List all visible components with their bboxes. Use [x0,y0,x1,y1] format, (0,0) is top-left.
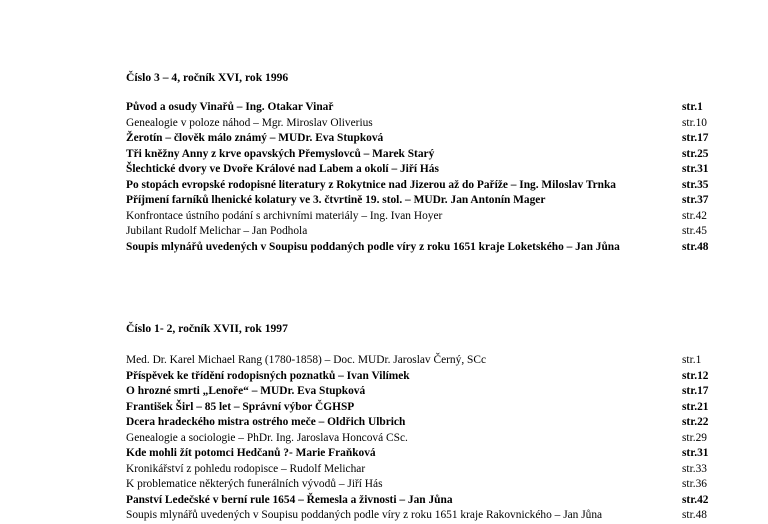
toc-title: Žerotín – člověk málo známý – MUDr. Eva Stupková [126,132,384,144]
toc-title: Soupis mlynářů uvedených v Soupisu poddaných podle víry z roku 1651 kraje Loketského – Jan Jůna [126,240,620,253]
toc-page-number: str.1 [682,354,702,366]
toc-row [126,446,716,462]
toc-row [126,493,716,509]
toc-page-number: str.21 [682,400,709,413]
toc-page-number: str.48 [682,509,707,521]
toc-row [126,353,716,369]
toc-title: Šlechtické dvory ve Dvoře Králové nad Labem a okolí – Jiří Hás [126,163,439,175]
toc-row [126,147,716,163]
toc-title: Kronikářství z pohledu rodopisce – Rudolf Melichar [126,462,366,475]
section-heading-1996: Číslo 3 – 4, ročník XVI, rok 1996 [126,71,289,84]
toc-title: František Širl – 85 let – Správní výbor ČGHSP [126,400,355,413]
toc-page-number: str.1 [682,101,703,113]
toc-title: Tři kněžny Anny z krve opavských Přemyslovců – Marek Starý [126,147,435,160]
toc-title: Konfrontace ústního podání s archivními materiály – Ing. Ivan Hoyer [126,209,443,222]
toc-row [126,178,716,194]
toc-page-number: str.22 [682,416,709,428]
toc-row [126,100,716,116]
toc-page-number: str.42 [682,493,709,506]
toc-row [126,209,716,225]
toc-row [126,400,716,416]
toc-title: Genealogie v poloze náhod – Mgr. Miroslav Oliverius [126,116,373,129]
toc-list-1997 [126,353,716,524]
toc-page-number: str.12 [682,369,709,382]
toc-title: O hrozné smrti „Lenoře“ – MUDr. Eva Stupková [126,385,366,397]
toc-row [126,508,716,524]
toc-row [126,240,716,256]
toc-row [126,116,716,132]
toc-title: Příjmení farníků lhenické kolatury ve 3. čtvrtině 19. stol. – MUDr. Jan Antonín Mager [126,194,546,206]
toc-title: Soupis mlynářů uvedených v Soupisu poddaných podle víry z roku 1651 kraje Rakovnického – Jan Jůna [126,509,603,521]
toc-page-number: str.17 [682,132,709,144]
toc-title: Panství Ledečské v berní rule 1654 – Řemesla a živnosti – Jan Jůna [126,493,453,506]
toc-row [126,369,716,385]
toc-row [126,431,716,447]
toc-title: Genealogie a sociologie – PhDr. Ing. Jaroslava Honcová CSc. [126,431,408,444]
toc-page-number: str.45 [682,225,707,237]
toc-page-number: str.37 [682,194,709,206]
toc-row [126,131,716,147]
toc-title: Příspěvek ke třídění rodopisných poznatků – Ivan Vilímek [126,369,410,382]
toc-page-number: str.35 [682,178,709,191]
toc-page-number: str.33 [682,462,707,475]
toc-title: Jubilant Rudolf Melichar – Jan Podhola [126,225,308,237]
toc-title: Med. Dr. Karel Michael Rang (1780-1858) – Doc. MUDr. Jaroslav Černý, SCc [126,354,486,366]
toc-row [126,224,716,240]
toc-page-number: str.31 [682,447,709,459]
toc-title: Dcera hradeckého mistra ostrého meče – Oldřich Ulbrich [126,416,406,428]
toc-page-number: str.25 [682,147,709,160]
toc-title: Původ a osudy Vinařů – Ing. Otakar Vinař [126,101,334,113]
toc-page-number: str.36 [682,478,707,490]
toc-list-1996 [126,100,716,255]
toc-page-number: str.10 [682,116,707,129]
toc-page-number: str.31 [682,163,709,175]
toc-row [126,193,716,209]
toc-page-number: str.17 [682,385,709,397]
section-heading-1997: Číslo 1- 2, ročník XVII, rok 1997 [126,322,288,335]
toc-row [126,384,716,400]
toc-row [126,415,716,431]
toc-title: Kde mohli žít potomci Hedčanů ?- Marie Fraňková [126,447,376,459]
toc-page-number: str.48 [682,240,709,253]
toc-title: Po stopách evropské rodopisné literatury z Rokytnice nad Jizerou až do Paříže – Ing. Miloslav Trnka [126,178,617,191]
toc-row [126,477,716,493]
toc-row [126,162,716,178]
toc-page-number: str.29 [682,431,707,444]
toc-title: K problematice některých funerálních vývodů – Jiří Hás [126,478,383,490]
toc-row [126,462,716,478]
toc-page-number: str.42 [682,209,707,222]
